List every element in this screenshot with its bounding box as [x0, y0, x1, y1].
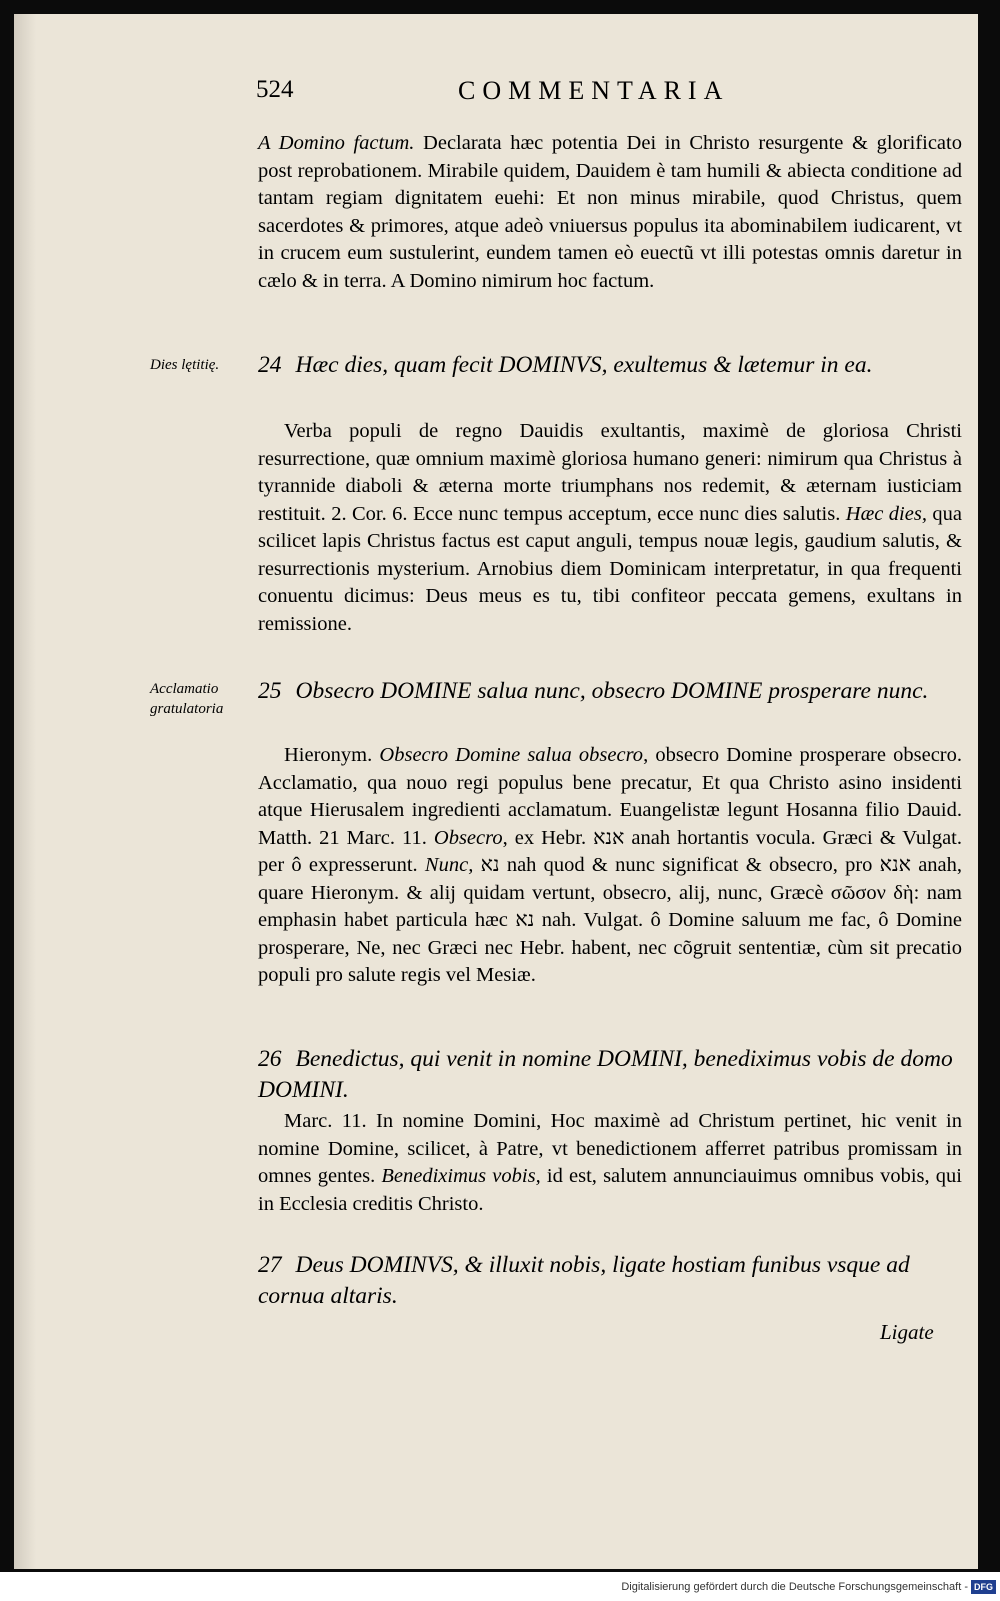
verse-25 — [258, 676, 962, 707]
paragraph-text: Declarata hæc potentia Dei in Christo resurgente & glorificato post reprobationem. Mirabile quidem, Dauidem è tam humili & abiecta conditione ad tantam regiam dignitatem euehi: Et non minus mirabile, quod Christus, quem sacerdotes & primores, atque adeò vniuersus populus ita abominabilem iudicarent, vt in crucem eum sustulerint, eundem tamen eò euectũ vt illi potestas omnis daretur in cælo & in terra. A Domino nimirum hoc factum. — [258, 132, 962, 292]
verse-text: Obsecro DOMINE salua nunc, obsecro DOMINE prosperare nunc. — [295, 678, 929, 704]
paragraph-text: id est, salutem annunciauimus omnibus vobis, qui in Ecclesia creditis Christo. — [258, 1165, 962, 1215]
lemma: Benediximus vobis, — [381, 1165, 541, 1187]
paragraph-text: qua scilicet lapis Christus factus est caput anguli, tempus nouæ legis, gaudium salutis, & resurrectionis mysterium. Arnobius diem Dominicam interpretatur, in qua frequenti conuentu dicimus: Deus meus es tu, tibi confiteor peccata gemens, exultans in remissione. — [258, 502, 962, 635]
paragraph-text: , ex Hebr. אנא anah hortantis vocula. Græci & Vulgat. per ô expresserunt. — [258, 826, 962, 876]
margin-note-gratulatoria: gratulatoria — [150, 701, 224, 717]
running-head: COMMENTARIA — [458, 76, 730, 105]
commentary-paragraph-3 — [258, 742, 962, 990]
paragraph-text: Verba populi de regno Dauidis exultantis, maximè de gloriosa Christi resurrectione, quæ omnium maximè gloriosa humano generi: nimirum qua Christus à tyrannide diaboli & æterna morte triumphans nos redemit, & æternam iusticiam restituit. 2. Cor. 6. Ecce nunc tempus acceptum, ecce nunc dies salutis. — [258, 420, 962, 525]
margin-note-dies-laetitiae: Dies lętitię. — [150, 357, 220, 373]
paragraph-text: , obsecro Domine prosperare obsecro. Acclamatio, qua nouo regi populus bene precatur, Et qua Christo asino insidenti atque Hierusalem ingredienti acclamatum. Euangelistæ legunt Hosanna filio Dauid. Matth. 21 Marc. 11. — [258, 744, 962, 849]
paragraph-text: Hieronym. — [284, 744, 380, 766]
verse-number: 25 — [258, 678, 282, 704]
verse-number: 26 — [258, 1046, 282, 1072]
lemma: Obsecro — [433, 826, 503, 849]
dfg-logo: DFG — [971, 1580, 996, 1594]
verse-text: Deus DOMINVS, & illuxit nobis, ligate hostiam funibus vsque ad cornua altaris. — [258, 1252, 910, 1309]
funding-credit: Digitalisierung gefördert durch die Deutsche Forschungsgemeinschaft - — [621, 1581, 968, 1593]
verse-24 — [258, 350, 962, 381]
margin-note-acclamatio: Acclamatio — [150, 681, 219, 697]
verse-number: 24 — [258, 352, 282, 378]
commentary-paragraph-4 — [258, 1108, 962, 1218]
paragraph-text: Marc. 11. In nomine Domini, Hoc maximè ad Christum pertinet, hic venit in nomine Domine, scilicet, à Patre, vt benedictionem afferret patribus promissam in omnes gentes. — [258, 1110, 962, 1187]
verse-text: Hæc dies, quam fecit DOMINVS, exultemus & lætemur in ea. — [295, 352, 873, 378]
commentary-paragraph-1 — [258, 130, 962, 295]
verse-27 — [258, 1250, 962, 1312]
lemma: A Domino factum. — [258, 132, 415, 154]
catchword: Ligate — [880, 1320, 934, 1344]
gutter-shadow — [14, 14, 36, 1569]
verse-text: Benedictus, qui venit in nomine DOMINI, benediximus vobis de domo DOMINI. — [258, 1046, 953, 1103]
verse-number: 27 — [258, 1252, 282, 1278]
lemma: Nunc, — [424, 854, 474, 876]
page-number: 524 — [256, 76, 294, 103]
lemma: Hæc dies, — [845, 502, 927, 525]
paragraph-text: נא nah quod & nunc significat & obsecro, pro אנא anah, quare Hieronym. & alij quidam vertunt, obsecro, alij, nunc, Græcè σῶσον δὴ: nam emphasin habet particula hæc נא nah. Vulgat. ô Domine saluum me fac, ô Domine prosperare, Ne, nec Græci nec Hebr. habent, nec cõgruit sententiæ, cùm sit precatio populi pro salute regis vel Mesiæ. — [258, 854, 963, 986]
commentary-paragraph-2 — [258, 418, 962, 638]
lemma: Obsecro Domine salua obsecro — [379, 744, 644, 766]
footer-bar — [0, 1572, 1000, 1601]
verse-26 — [258, 1044, 962, 1106]
